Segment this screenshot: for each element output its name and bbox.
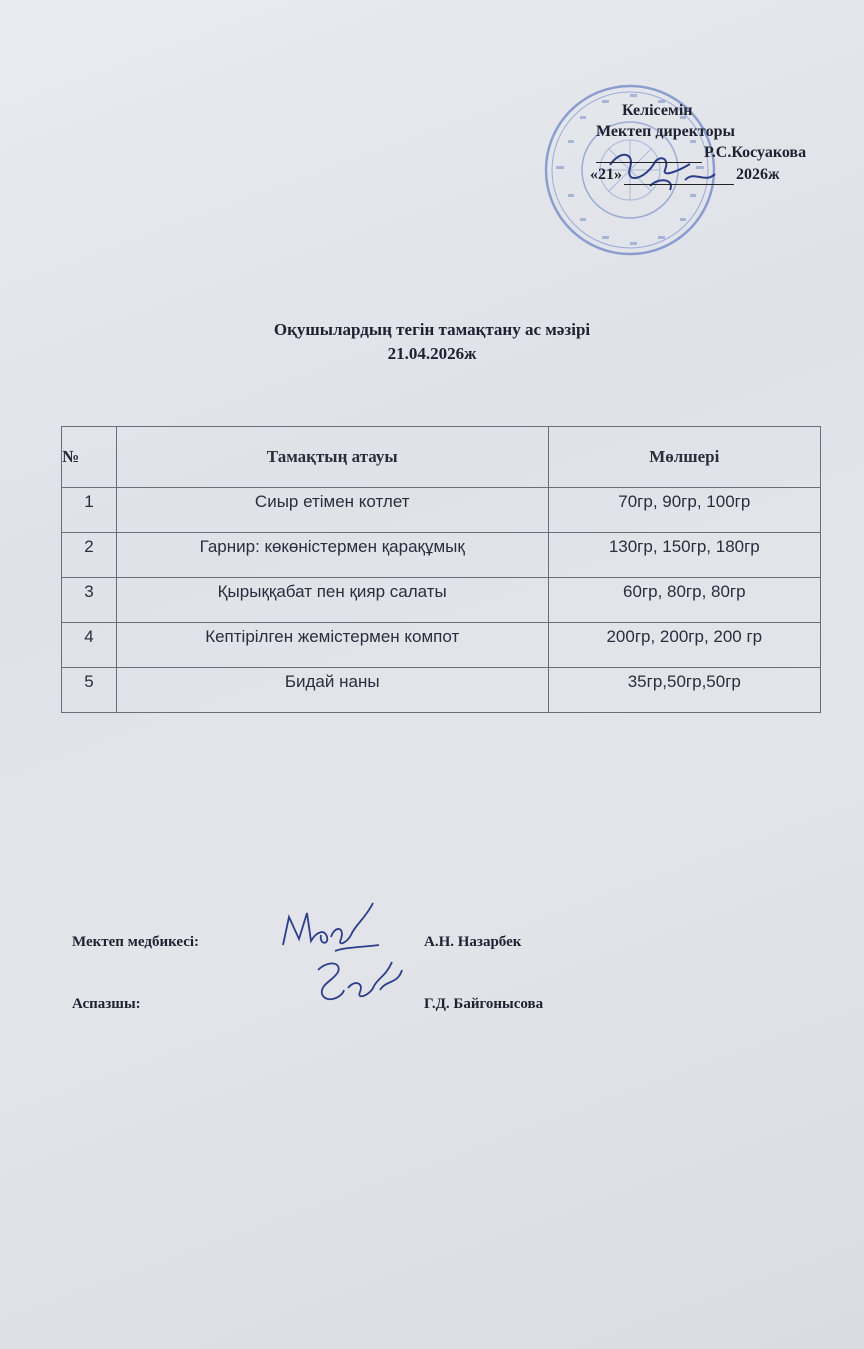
row-dish-name: Сиыр етімен котлет: [116, 488, 548, 533]
header-number: №: [62, 427, 117, 488]
table-row: [62, 578, 821, 623]
table-row: [62, 668, 821, 713]
row-number: 2: [62, 533, 117, 578]
table-row: [62, 623, 821, 668]
row-quantity: 200гр, 200гр, 200 гр: [548, 623, 820, 668]
director-name: Р.С.Косуакова: [704, 144, 807, 161]
row-dish-name: Қырыққабат пен қияр салаты: [116, 578, 548, 623]
document-date: 21.04.2026ж: [387, 344, 477, 363]
approval-director-line: [596, 142, 806, 163]
table-row: [62, 488, 821, 533]
approval-position: Мектеп директоры: [596, 123, 735, 140]
row-number: 5: [62, 668, 117, 713]
cook-role: Аспазшы:: [72, 996, 141, 1012]
row-dish-name: Бидай наны: [116, 668, 548, 713]
row-dish-name: Гарнир: көкөністермен қарақұмық: [116, 533, 548, 578]
row-quantity: 35гр,50гр,50гр: [548, 668, 820, 713]
cook-name: Г.Д. Байгонысова: [424, 996, 544, 1012]
date-quote-open: «: [590, 166, 598, 183]
header-quantity: Мөлшері: [548, 427, 820, 488]
approval-year: 2026ж: [736, 166, 780, 183]
row-quantity: 70гр, 90гр, 100гр: [548, 488, 820, 533]
date-line: [624, 170, 734, 185]
signature-line: [596, 148, 702, 163]
document-title: Оқушылардың тегін тамақтану ас мәзірі: [273, 320, 591, 339]
date-day: 21: [598, 166, 614, 183]
header-dish-name: Тамақтың атауы: [116, 427, 548, 488]
approval-date-line: [590, 164, 780, 185]
row-number: 1: [62, 488, 117, 533]
row-quantity: 60гр, 80гр, 80гр: [548, 578, 820, 623]
nurse-role: Мектеп медбикесі:: [72, 934, 200, 950]
row-dish-name: Кептірілген жемістермен компот: [116, 623, 548, 668]
date-quote-close: »: [614, 166, 622, 183]
cook-signature: [308, 950, 408, 1010]
menu-table: [61, 426, 821, 713]
table-header-row: [62, 427, 821, 488]
table-row: [62, 533, 821, 578]
row-number: 3: [62, 578, 117, 623]
nurse-name: А.Н. Назарбек: [424, 934, 522, 950]
row-number: 4: [62, 623, 117, 668]
approval-label: Келісемін: [622, 102, 693, 119]
row-quantity: 130гр, 150гр, 180гр: [548, 533, 820, 578]
